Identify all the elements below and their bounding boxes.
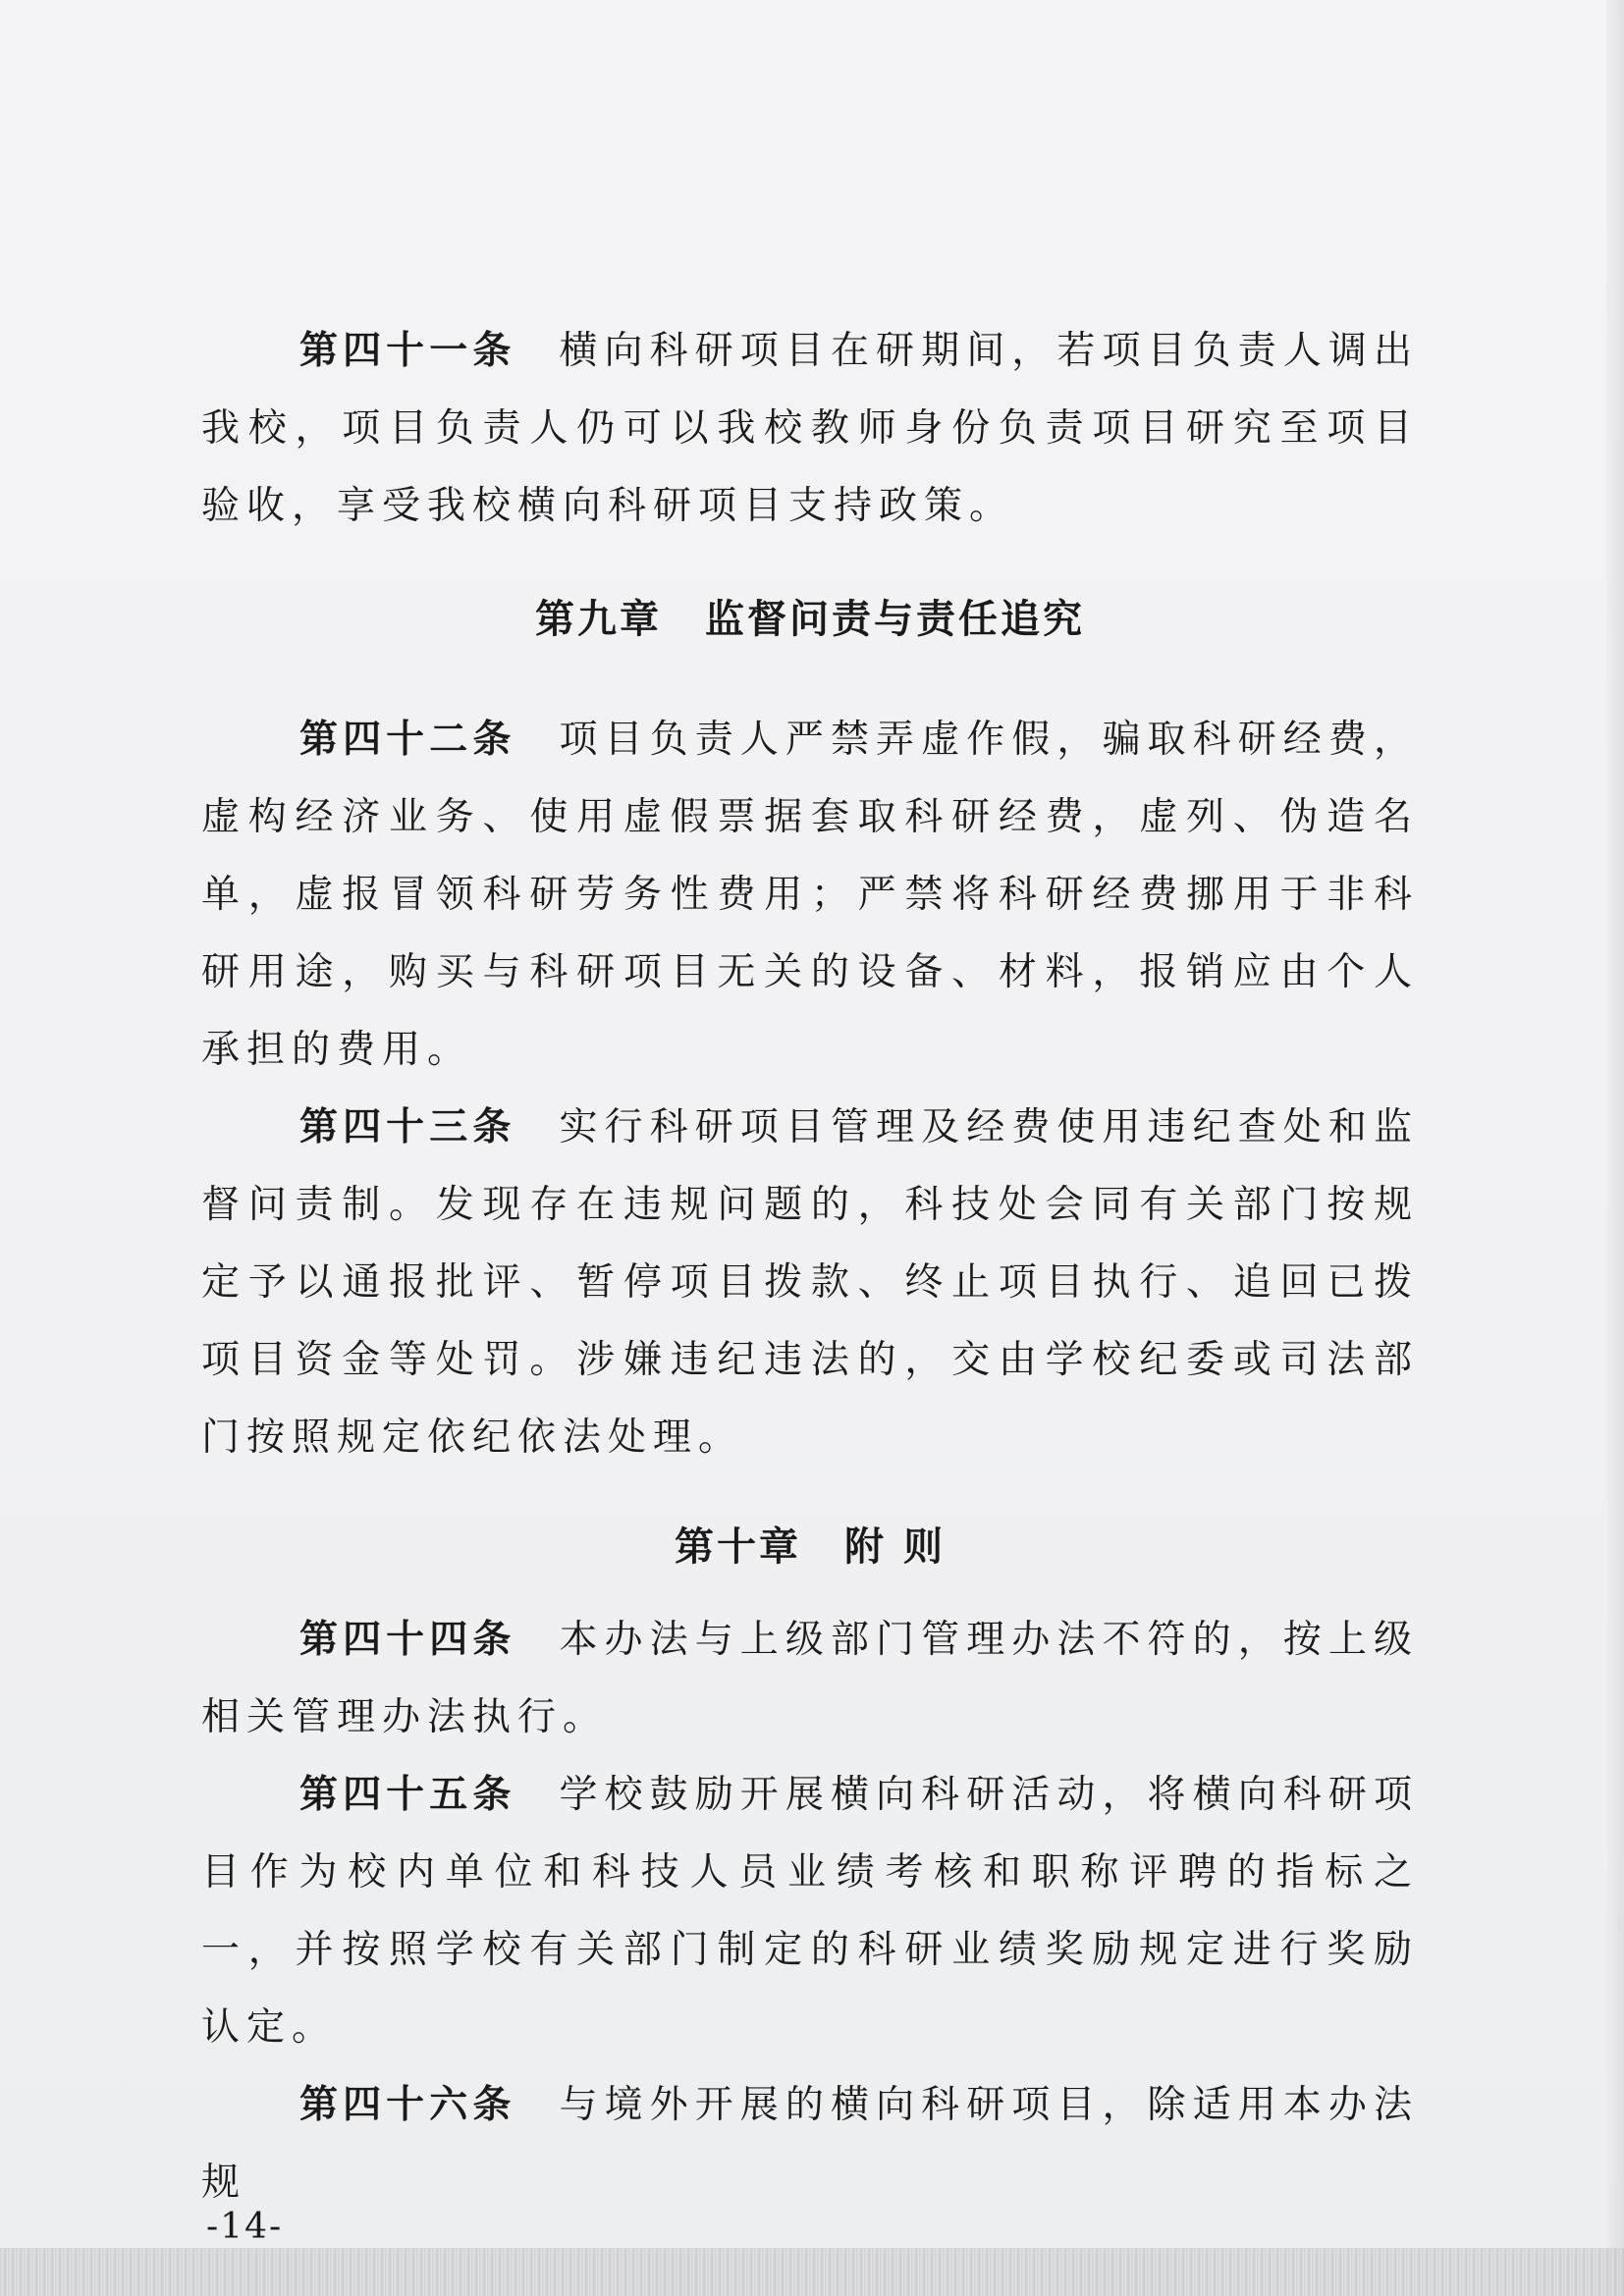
article-44-text: 本办法与上级部门管理办法不符的，按上级相关管理办法执行。: [201, 1618, 1419, 1739]
chapter-9-title: 监督问责与责任追究: [705, 597, 1085, 642]
article-45-heading: 第四十五条: [299, 1773, 516, 1817]
chapter-10-heading: [201, 1516, 1419, 1572]
article-46-heading: 第四十六条: [299, 2083, 516, 2127]
chapter-9-number: 第九章: [535, 597, 662, 642]
article-42: [201, 701, 1419, 1089]
article-44: [201, 1601, 1419, 1756]
article-43: [201, 1089, 1419, 1476]
article-41-text: 横向科研项目在研期间，若项目负责人调出我校，项目负责人仍可以我校教师身份负责项目研究至项目验收，享受我校横向科研项目支持政策。: [201, 329, 1419, 528]
page-number: -14-: [206, 2207, 284, 2247]
article-46-text: 与境外开展的横向科研项目，除适用本办法规: [201, 2083, 1419, 2205]
document-body: [201, 312, 1419, 2221]
chapter-9-heading: [201, 588, 1419, 644]
chapter-10-title: 附 则: [844, 1524, 946, 1570]
article-42-heading: 第四十二条: [299, 718, 516, 762]
article-46: [201, 2066, 1419, 2221]
article-41: [201, 312, 1419, 545]
scan-edge-right: [1606, 0, 1624, 2296]
article-43-text: 实行科研项目管理及经费使用违纪查处和监督问责制。发现存在违规问题的，科技处会同有关部门按规定予以通报批评、暂停项目拨款、终止项目执行、追回已拨项目资金等处罚。涉嫌违纪违法的，交由学校纪委或司法部门按照规定依纪依法处理。: [201, 1105, 1419, 1460]
article-43-heading: 第四十三条: [299, 1105, 516, 1149]
article-41-heading: 第四十一条: [299, 329, 516, 373]
chapter-10-number: 第十章: [675, 1524, 802, 1570]
scan-edge-bottom: [0, 2248, 1624, 2296]
article-45: [201, 1756, 1419, 2066]
article-44-heading: 第四十四条: [299, 1618, 516, 1662]
article-45-text: 学校鼓励开展横向科研活动，将横向科研项目作为校内单位和科技人员业绩考核和职称评聘的指标之一，并按照学校有关部门制定的科研业绩奖励规定进行奖励认定。: [201, 1773, 1419, 2050]
article-42-text: 项目负责人严禁弄虚作假，骗取科研经费，虚构经济业务、使用虚假票据套取科研经费，虚列、伪造名单，虚报冒领科研劳务性费用；严禁将科研经费挪用于非科研用途，购买与科研项目无关的设备、材料，报销应由个人承担的费用。: [201, 718, 1419, 1072]
